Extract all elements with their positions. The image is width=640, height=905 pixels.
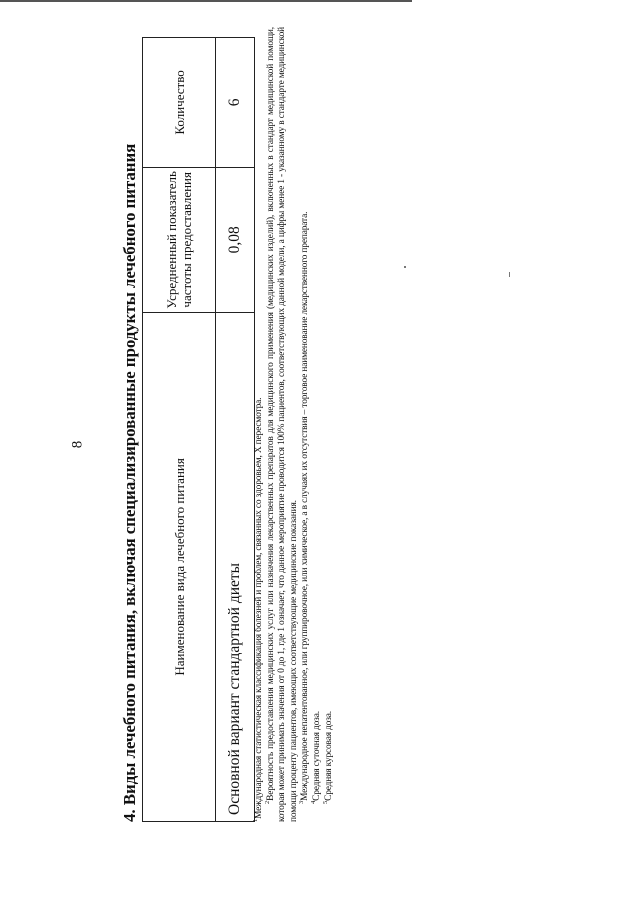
footnote-mark: 3 <box>298 800 306 804</box>
cell-frequency: 0,08 <box>216 167 255 312</box>
table-header-row <box>143 38 216 822</box>
footnote-text: Средняя курсовая доза. <box>323 711 334 801</box>
table-row <box>216 38 255 822</box>
page-number: 8 <box>69 440 86 449</box>
header-name: Наименование вида лечебного питания <box>143 312 216 821</box>
scan-top-edge <box>0 0 412 2</box>
section-heading: 4. Виды лечебного питания, включая специализированные продукты лечебного питания <box>120 143 139 822</box>
footnote-3 <box>300 27 312 822</box>
footnote-2 <box>263 27 301 822</box>
footnote-text: Международная статистическая классификация болезней и проблем, связанных со здоровьем, X пересмотра. <box>254 397 264 819</box>
diet-table <box>142 37 255 822</box>
footnote-text: Средняя суточная доза. <box>311 711 322 801</box>
scan-speck <box>509 272 510 277</box>
cell-quantity: 6 <box>216 38 255 168</box>
footnote-5 <box>321 27 336 822</box>
footnote-4 <box>309 27 324 822</box>
footnote-mark: 4 <box>309 800 317 804</box>
header-frequency: Усредненный показатель частоты предоставления <box>143 167 216 312</box>
footnote-mark: 5 <box>321 800 329 804</box>
footnote-mark: 1 <box>251 818 259 822</box>
cell-diet-name: Основной вариант стандартной диеты <box>216 312 255 821</box>
footnote-1 <box>251 27 266 822</box>
footnote-mark: 2 <box>263 800 271 804</box>
footnotes <box>251 27 335 822</box>
footnote-text: Международное непатентованное, или группировочное, или химическое, а в случаях их отсутствия – торговое наименование лекарственного препарата. <box>300 211 311 801</box>
rotated-content <box>120 22 334 822</box>
scan-speck <box>404 266 406 268</box>
header-quantity: Количество <box>143 38 216 168</box>
footnote-text: Вероятность предоставления медицинских услуг или назначения лекарственных препаратов для медицинского применения (медицинских изделий), включенных в стандарт медицинской помощи, которая может принимать значения от 0 до 1, где 1 означает, что данное мероприятие проводится 100% пациентов, соответствующих данной модели, а цифры менее 1 - указанному в стандарте медицинской помощи проценту пациентов, имеющих соответствующие медицинские показания. <box>265 27 299 822</box>
